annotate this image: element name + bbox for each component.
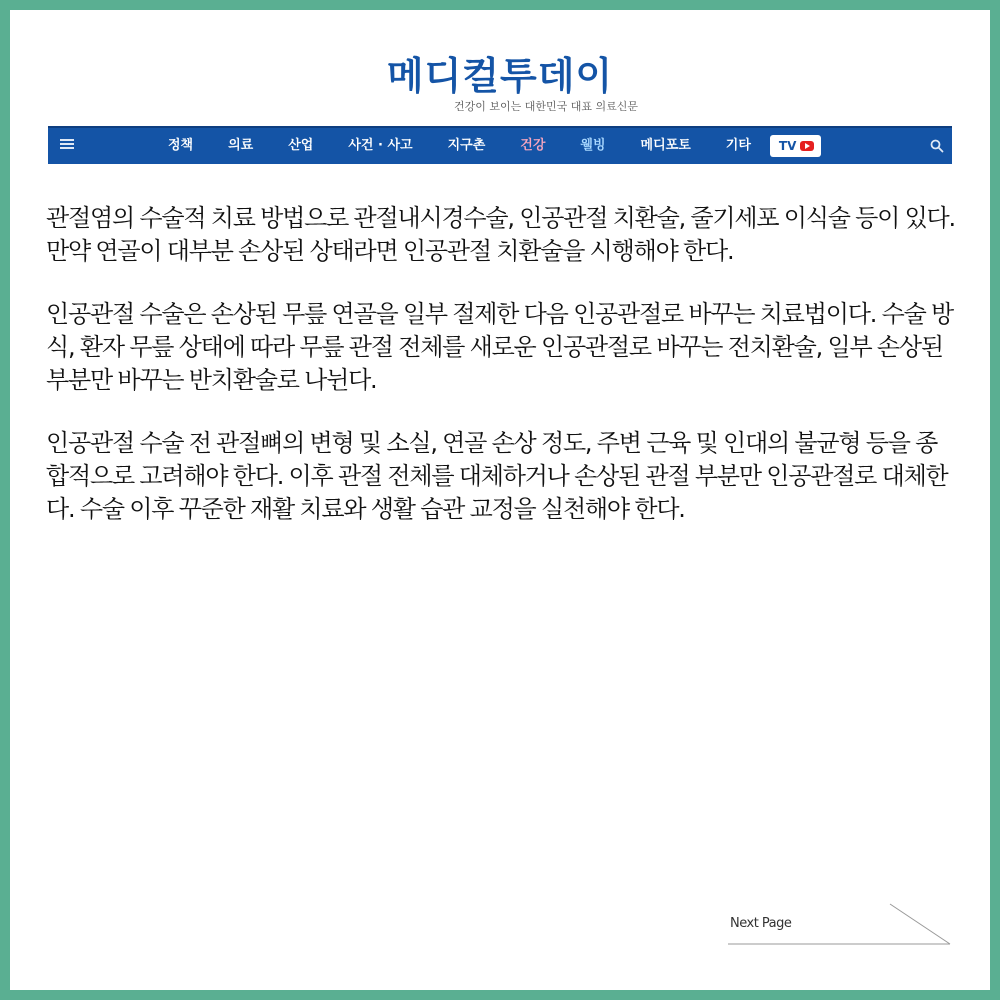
nav-items [168, 128, 821, 164]
article-paragraph: 관절염의 수술적 치료 방법으로 관절내시경수술, 인공관절 치환술, 줄기세포 이식술 등이 있다. 만약 연골이 대부분 손상된 상태라면 인공관절 치환술을 시행해야 한다. [46, 204, 955, 265]
masthead [10, 54, 990, 114]
nav-item-wellbeing[interactable]: 웰빙 [580, 138, 606, 153]
site-tagline: 건강이 보이는 대한민국 대표 의료신문 [453, 100, 638, 113]
search-icon[interactable] [930, 139, 944, 153]
nav-item-medical[interactable]: 의료 [228, 138, 254, 153]
nav-item-industry[interactable]: 산업 [288, 138, 314, 153]
site-logo[interactable]: 메디컬투데이 [386, 54, 614, 98]
nav-item-mediphoto[interactable]: 메디포토 [640, 138, 691, 153]
next-page-label: Next Page [730, 916, 792, 931]
tv-button[interactable] [770, 135, 821, 157]
youtube-play-icon [800, 141, 814, 151]
nav-item-etc[interactable]: 기타 [725, 138, 751, 153]
nav-item-incidents[interactable]: 사건 · 사고 [348, 138, 413, 153]
page-frame [10, 10, 990, 990]
article-body [46, 202, 958, 556]
nav-item-policy[interactable]: 정책 [168, 138, 194, 153]
nav-item-world[interactable]: 지구촌 [447, 138, 486, 153]
article-paragraph: 인공관절 수술 전 관절뼈의 변형 및 소실, 연골 손상 정도, 주변 근육 및 인대의 불균형 등을 종합적으로 고려해야 한다. 이후 관절 전체를 대체하거나 손상된 관절 부분만 인공관절로 대체한다. 수술 이후 꾸준한 재활 치료와 생활 습관 교정을 실천해야 한다. [46, 429, 948, 523]
main-navigation [48, 126, 952, 164]
hamburger-menu-icon[interactable] [60, 137, 74, 151]
article-paragraph: 인공관절 수술은 손상된 무릎 연골을 일부 절제한 다음 인공관절로 바꾸는 치료법이다. 수술 방식, 환자 무릎 상태에 따라 무릎 관절 전체를 새로운 인공관절로 바꾸는 전치환술, 일부 손상된 부분만 바꾸는 반치환술로 나뉜다. [46, 300, 953, 394]
tv-label: TV [778, 139, 797, 153]
nav-item-health[interactable]: 건강 [520, 138, 546, 153]
next-page-link[interactable] [728, 900, 958, 948]
